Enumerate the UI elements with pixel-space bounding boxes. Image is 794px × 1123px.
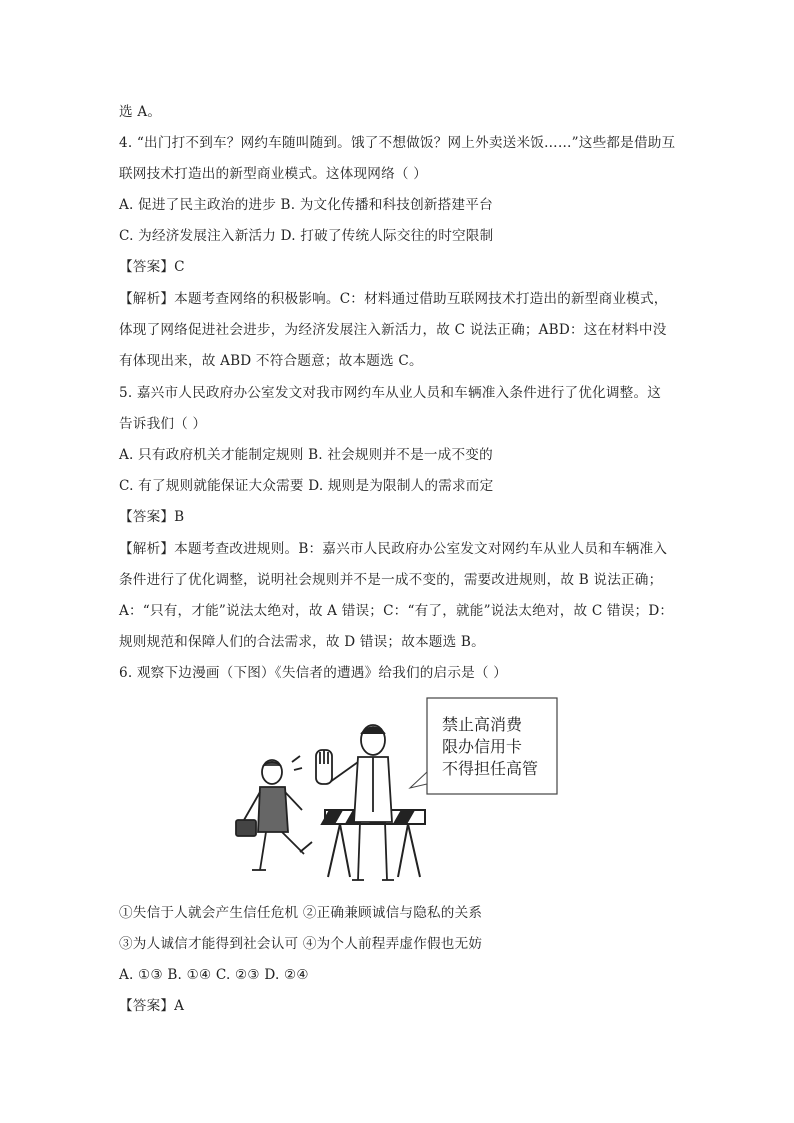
sign-box: [410, 698, 557, 794]
question-6-answer: 【答案】A: [119, 998, 185, 1014]
question-4-analysis: 体现了网络促进社会进步，为经济发展注入新活力，故 C 说法正确；ABD：这在材料中没: [119, 322, 667, 338]
question-4-analysis: 有体现出来，故 ABD 不符合题意；故本题选 C。: [119, 353, 423, 369]
question-5-options: A. 只有政府机关才能制定规则 B. 社会规则并不是一成不变的: [119, 447, 493, 463]
question-6-options: A. ①③ B. ①④ C. ②③ D. ②④: [119, 967, 309, 983]
question-5-stem: 5. 嘉兴市人民政府办公室发文对我市网约车从业人员和车辆准入条件进行了优化调整。这: [119, 385, 662, 401]
question-4-analysis: 【解析】本题考查网络的积极影响。C：材料通过借助互联网技术打造出的新型商业模式，: [119, 291, 668, 307]
cartoon-illustration: [230, 692, 565, 890]
guard-figure: [316, 725, 394, 880]
question-5-analysis: 【解析】本题考查改进规则。B：嘉兴市人民政府办公室发文对网约车从业人员和车辆准入: [119, 541, 668, 557]
sign-line: 限办信用卡: [442, 737, 523, 756]
fleeing-man-figure: [236, 756, 312, 870]
question-5-answer: 【答案】B: [119, 509, 185, 525]
question-4-answer: 【答案】C: [119, 259, 185, 275]
question-6-statements: ③为人诚信才能得到社会认可 ④为个人前程弄虚作假也无妨: [119, 936, 483, 952]
question-5-analysis: A：“只有，才能”说法太绝对，故 A 错误；C：“有了，就能”说法太绝对，故 C 错误；D：: [119, 603, 674, 619]
question-4-options: A. 促进了民主政治的进步 B. 为文化传播和科技创新搭建平台: [119, 197, 493, 213]
question-4-stem: 联网技术打造出的新型商业模式。这体现网络（ ）: [119, 166, 427, 182]
question-6-statements: ①失信于人就会产生信任危机 ②正确兼顾诚信与隐私的关系: [119, 905, 483, 921]
question-5-analysis: 条件进行了优化调整，说明社会规则并不是一成不变的，需要改进规则，故 B 说法正确；: [119, 572, 663, 588]
question-4-options: C. 为经济发展注入新活力 D. 打破了传统人际交往的时空限制: [119, 228, 494, 244]
sign-line: 不得担任高管: [442, 759, 539, 778]
question-6-stem: 6. 观察下边漫画（下图）《失信者的遭遇》给我们的启示是（ ）: [119, 665, 508, 681]
question-5-options: C. 有了规则就能保证大众需要 D. 规则是为限制人的需求而定: [119, 478, 494, 494]
text-line: 选 A。: [119, 104, 162, 120]
question-5-analysis: 规则规范和保障人们的合法需求，故 D 错误；故本题选 B。: [119, 634, 485, 650]
sign-line: 禁止高消费: [442, 715, 523, 734]
question-4-stem: 4. “出门打不到车？网约车随叫随到。饿了不想做饭？网上外卖送米饭……”这些都是借助互: [119, 135, 676, 151]
question-5-stem: 告诉我们（ ）: [119, 416, 207, 432]
